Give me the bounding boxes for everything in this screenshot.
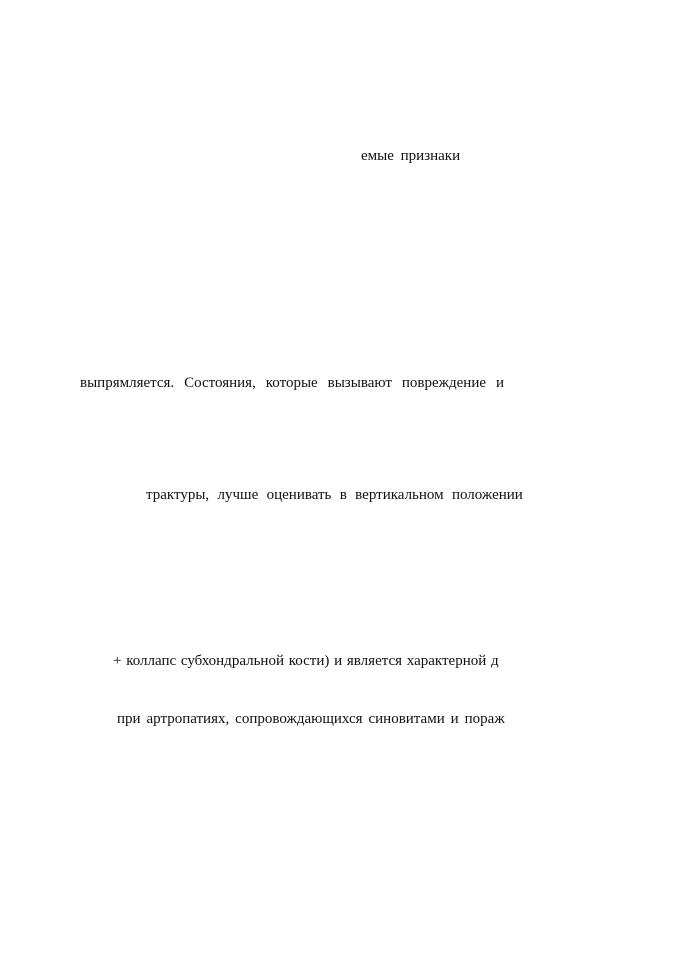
text-line: трактуры, лучше оценивать в вертикальном положении (146, 487, 523, 503)
text-line: при артропатиях, сопровождающихся синовитами и пораж (117, 711, 505, 727)
text-line: + коллапс субхондральной кости) и является характерной д (113, 653, 499, 669)
text-line: выпрямляется. Состояния, которые вызывают повреждение и (80, 375, 504, 391)
text-line: емые признаки (361, 148, 461, 164)
